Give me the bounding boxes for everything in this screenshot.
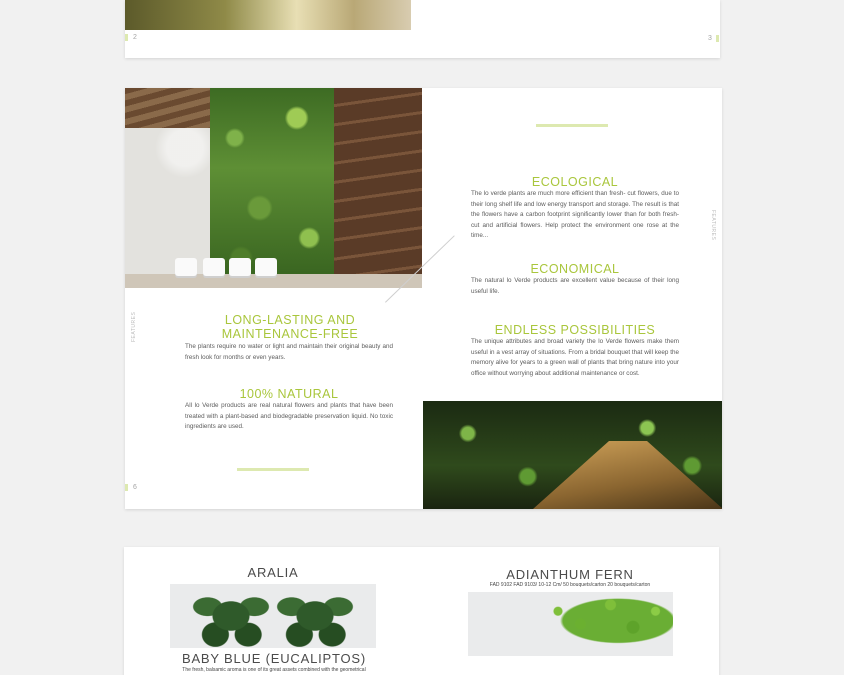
- green-corridor-photo: [423, 401, 722, 509]
- page-marker: [716, 35, 719, 42]
- section-text-long-lasting: The plants require no water or light and maintain their original beauty and fresh look for months or even years.: [185, 343, 393, 361]
- decorative-line-top: [536, 124, 608, 127]
- lit-walkway: [533, 441, 722, 509]
- page-number-left: 2: [133, 34, 137, 41]
- section-title-endless-possibilities: ENDLESS POSSIBILITIES: [494, 323, 656, 337]
- ceiling-beams: [125, 88, 210, 128]
- section-title-economical: ECONOMICAL: [530, 262, 620, 276]
- product-title-aralia: ARALIA: [247, 565, 299, 580]
- lounge-chair: [255, 258, 277, 276]
- brochure-spread-top: [125, 0, 720, 58]
- section-title-long-lasting: LONG-LASTING AND MAINTENANCE-FREE: [221, 313, 359, 341]
- section-text-ecological: The lo verde plants are much more efficient than fresh- cut flowers, due to their long shelf life and low energy transport and storage. The result is that the flowers have a carbon footprint significantly lower than for both fresh-cut and artificial flowers. Help protect the environment one rose at the time...: [471, 190, 679, 239]
- page-marker: [125, 484, 128, 491]
- lounge-chair: [203, 258, 225, 276]
- page-number-left: 6: [133, 484, 137, 491]
- lounge-chair: [229, 258, 251, 276]
- wood-slats: [334, 88, 422, 288]
- product-image-aralia: [170, 584, 376, 648]
- aralia-leaf: [276, 585, 354, 647]
- fern-foliage: [528, 592, 673, 656]
- section-title-natural: 100% NATURAL: [239, 387, 339, 401]
- lounge-chair: [175, 258, 197, 276]
- side-label-right: FEATURES: [710, 210, 716, 241]
- product-title-adianthum-fern: ADIANTHUM FERN: [506, 567, 634, 582]
- product-codes-adianthum-fern: FAD 9102 FAD 9103/ 10-12 Cm/ 50 bouquets/carton 20 bouquets/carton: [489, 582, 651, 588]
- interior-photo: [125, 0, 411, 30]
- page-marker: [125, 34, 128, 41]
- lobby-green-wall-photo: [125, 88, 422, 288]
- decorative-line-bottom: [237, 468, 309, 471]
- page-number-right: 3: [708, 35, 712, 42]
- features-spread: [125, 88, 722, 509]
- section-text-natural: All lo Verde products are real natural flowers and plants that have been treated with a plant-based and biodegradable preservation liquid. No toxic ingredients are used.: [185, 402, 393, 430]
- product-image-adianthum-fern: [468, 592, 673, 656]
- section-text-endless-possibilities: The unique attributes and broad variety the lo Verde flowers make them useful in a vest array of situations. From a bridal bouquet that will keep the memory alive for years to a green wall of plants that bring nature into your office without worrying about additional maintenance or cost.: [471, 338, 679, 377]
- floor: [125, 274, 422, 288]
- products-spread: [124, 547, 719, 675]
- section-text-economical: The natural lo Verde products are excellent value because of their long useful life.: [471, 277, 679, 295]
- aralia-leaf: [192, 585, 270, 647]
- product-title-baby-blue: BABY BLUE (EUCALIPTOS): [181, 651, 366, 666]
- section-title-ecological: ECOLOGICAL: [531, 175, 619, 189]
- product-description-baby-blue: The fresh, balsamic aroma is one of its great assets combined with the geometrical: [182, 667, 366, 673]
- side-label-left: FEATURES: [131, 311, 137, 342]
